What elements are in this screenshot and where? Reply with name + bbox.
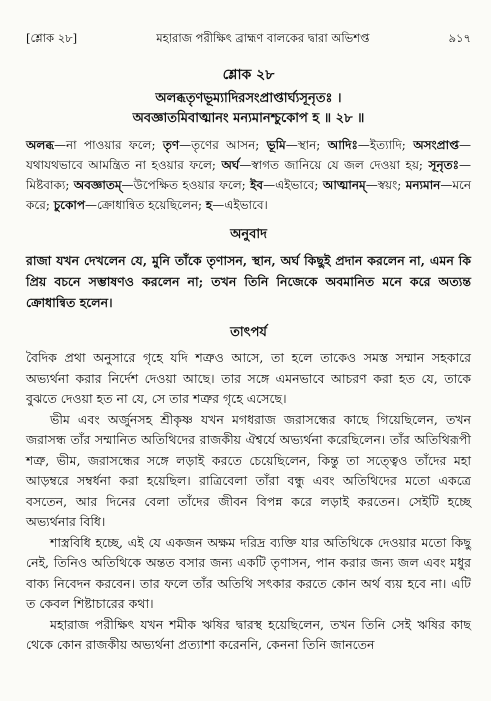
- purport-paragraph: শাস্ত্রবিধি হচ্ছে, এই যে একজন অক্ষম দরিদ্র ব্যক্তি যার অতিথিকে দেওয়ার মতো কিছু নেই, তিনিও অতিথিকে অন্তত বসার জন্য একটি তৃণাসন, পান করার জন্য জল এবং মধুর বাক্য নিবেদন করবেন। তার ফলে তাঁর অতিথি সৎকার করতে কোন অর্থ ব্যয় হবে না। এটি ত কেবল শিষ্টাচারের কথা।: [26, 534, 471, 611]
- synonym-term: আদিঃ: [327, 138, 358, 152]
- synonym-meaning: —যথাযথভাবে আমন্ত্রিত না হওয়ার ফলে;: [26, 138, 471, 172]
- synonym-meaning: —তৃণের আসন;: [179, 138, 267, 152]
- purport-paragraph: মহারাজ পরীক্ষিৎ যখন শমীক ঋষির দ্বারস্থ হয়েছিলেন, তখন তিনি সেই ঋষির কাছ থেকে কোন রাজকীয় অভ্যর্থনা প্রত্যাশা করেননি, কেননা তিনি জানতেন: [26, 616, 471, 652]
- synonym-term: অবজ্ঞাতম্: [73, 178, 122, 192]
- verse-line-1: অলব্ধতৃণভূম্যাদিরসংপ্রাপ্তার্ঘ্যসূনৃতঃ ।: [155, 91, 342, 106]
- purport-paragraph: বৈদিক প্রথা অনুসারে গৃহে যদি শত্রুও আসে, তা হলে তাকেও সমস্ত সম্মান সহকারে অভ্যর্থনা করার নির্দেশ দেওয়া আছে। তার সঙ্গে এমনভাবে আচরণ করা হত যে, তাকে বুঝতে দেওয়া হত না যে, সে তার শত্রুর গৃহে এসেছে।: [26, 350, 471, 406]
- synonym-term: অর্ঘ: [221, 158, 240, 172]
- running-header: [26, 0, 471, 49]
- synonym-meaning: —এইভাবে;: [263, 178, 323, 192]
- header-chapter-title: মহারাজ পরীক্ষিৎ ব্রাহ্মণ বালকের দ্বারা অভিশপ্ত: [156, 31, 370, 45]
- translation-heading: অনুবাদ: [230, 227, 267, 242]
- synonym-term: ইব: [250, 178, 264, 192]
- synonym-meaning: —স্বয়ং;: [365, 178, 406, 192]
- synonym-meaning: —মনে করে;: [26, 178, 471, 212]
- synonym-meaning: —এইভাবে।: [212, 198, 268, 212]
- synonym-meaning: —না পাওয়ার ফলে;: [53, 138, 163, 152]
- synonym-term: তৃণ: [162, 138, 180, 152]
- synonym-term: সূনৃতঃ: [428, 158, 460, 172]
- header-verse-ref: [শ্লোক ২৮]: [26, 31, 78, 45]
- synonym-meaning: —উপেক্ষিত হওয়ার ফলে;: [121, 178, 251, 192]
- word-meanings: [26, 135, 471, 215]
- verse-number: শ্লোক ২৮: [222, 67, 275, 83]
- synonym-term: মন্যমান: [405, 178, 441, 192]
- synonym-term: অলব্ধ: [26, 138, 54, 152]
- synonym-term: চুকোপ: [53, 198, 86, 212]
- translation-text: রাজা যখন দেখলেন যে, মুনি তাঁকে তৃণাসন, স্থান, অর্ঘ কিছুই প্রদান করলেন না, এমন কি প্রিয় বচনে সম্ভাষণও করলেন না; তখন তিনি নিজেকে অবমানিত মনে করে অত্যন্ত ক্রোধান্বিত হলেন।: [26, 253, 471, 310]
- verse-line-2: অবজ্ঞাতমিবাত্মানং মন্যমানশ্চুকোপ হ ॥ ২৮ ॥: [132, 111, 365, 126]
- synonym-term: ভূমি: [266, 138, 286, 152]
- purport-heading: তাৎপর্য: [230, 325, 267, 340]
- synonym-meaning: —ক্রোধান্বিত হয়েছিলেন;: [85, 198, 206, 212]
- synonym-meaning: —স্বাগত জানিয়ে যে জল দেওয়া হয়;: [239, 158, 429, 172]
- synonym-term: হ: [205, 198, 213, 212]
- synonym-term: আত্মানম্: [322, 178, 366, 192]
- page-number: ৯১৭: [448, 31, 471, 45]
- verse-text: [26, 89, 471, 129]
- synonym-meaning: —মিষ্টবাক্য;: [26, 158, 472, 192]
- synonym-meaning: —ইত্যাদি;: [357, 138, 414, 152]
- purport-body: [26, 348, 471, 656]
- synonym-term: অসংপ্রাপ্ত: [413, 138, 459, 152]
- purport-paragraph: ভীম এবং অর্জুনসহ শ্রীকৃষ্ণ যখন মগধরাজ জরাসন্ধের কাছে গিয়েছিলেন, তখন জরাসন্ধ তাঁর সম্মানিত অতিথিদের রাজকীয় ঐশ্বর্যে অভ্যর্থনা করেছিলেন। তাঁর অতিথিরূপী শত্রু, ভীম, জরাসন্ধের সঙ্গে লড়াই করতে চেয়েছিলেন, কিন্তু তা সত্ত্বেও তাঁদের মহা আড়ম্বরে সম্বর্ধনা করা হয়েছিল। রাত্রিবেলা তাঁরা বন্ধু এবং অতিথিদের মতো একত্রে বসতেন, আর দিনের বেলা তাঁদের জীবন বিপন্ন করে লড়াই করতেন। সেইটি হচ্ছে অভ্যর্থনার বিধি।: [26, 411, 471, 529]
- synonym-meaning: —স্থান;: [285, 138, 328, 152]
